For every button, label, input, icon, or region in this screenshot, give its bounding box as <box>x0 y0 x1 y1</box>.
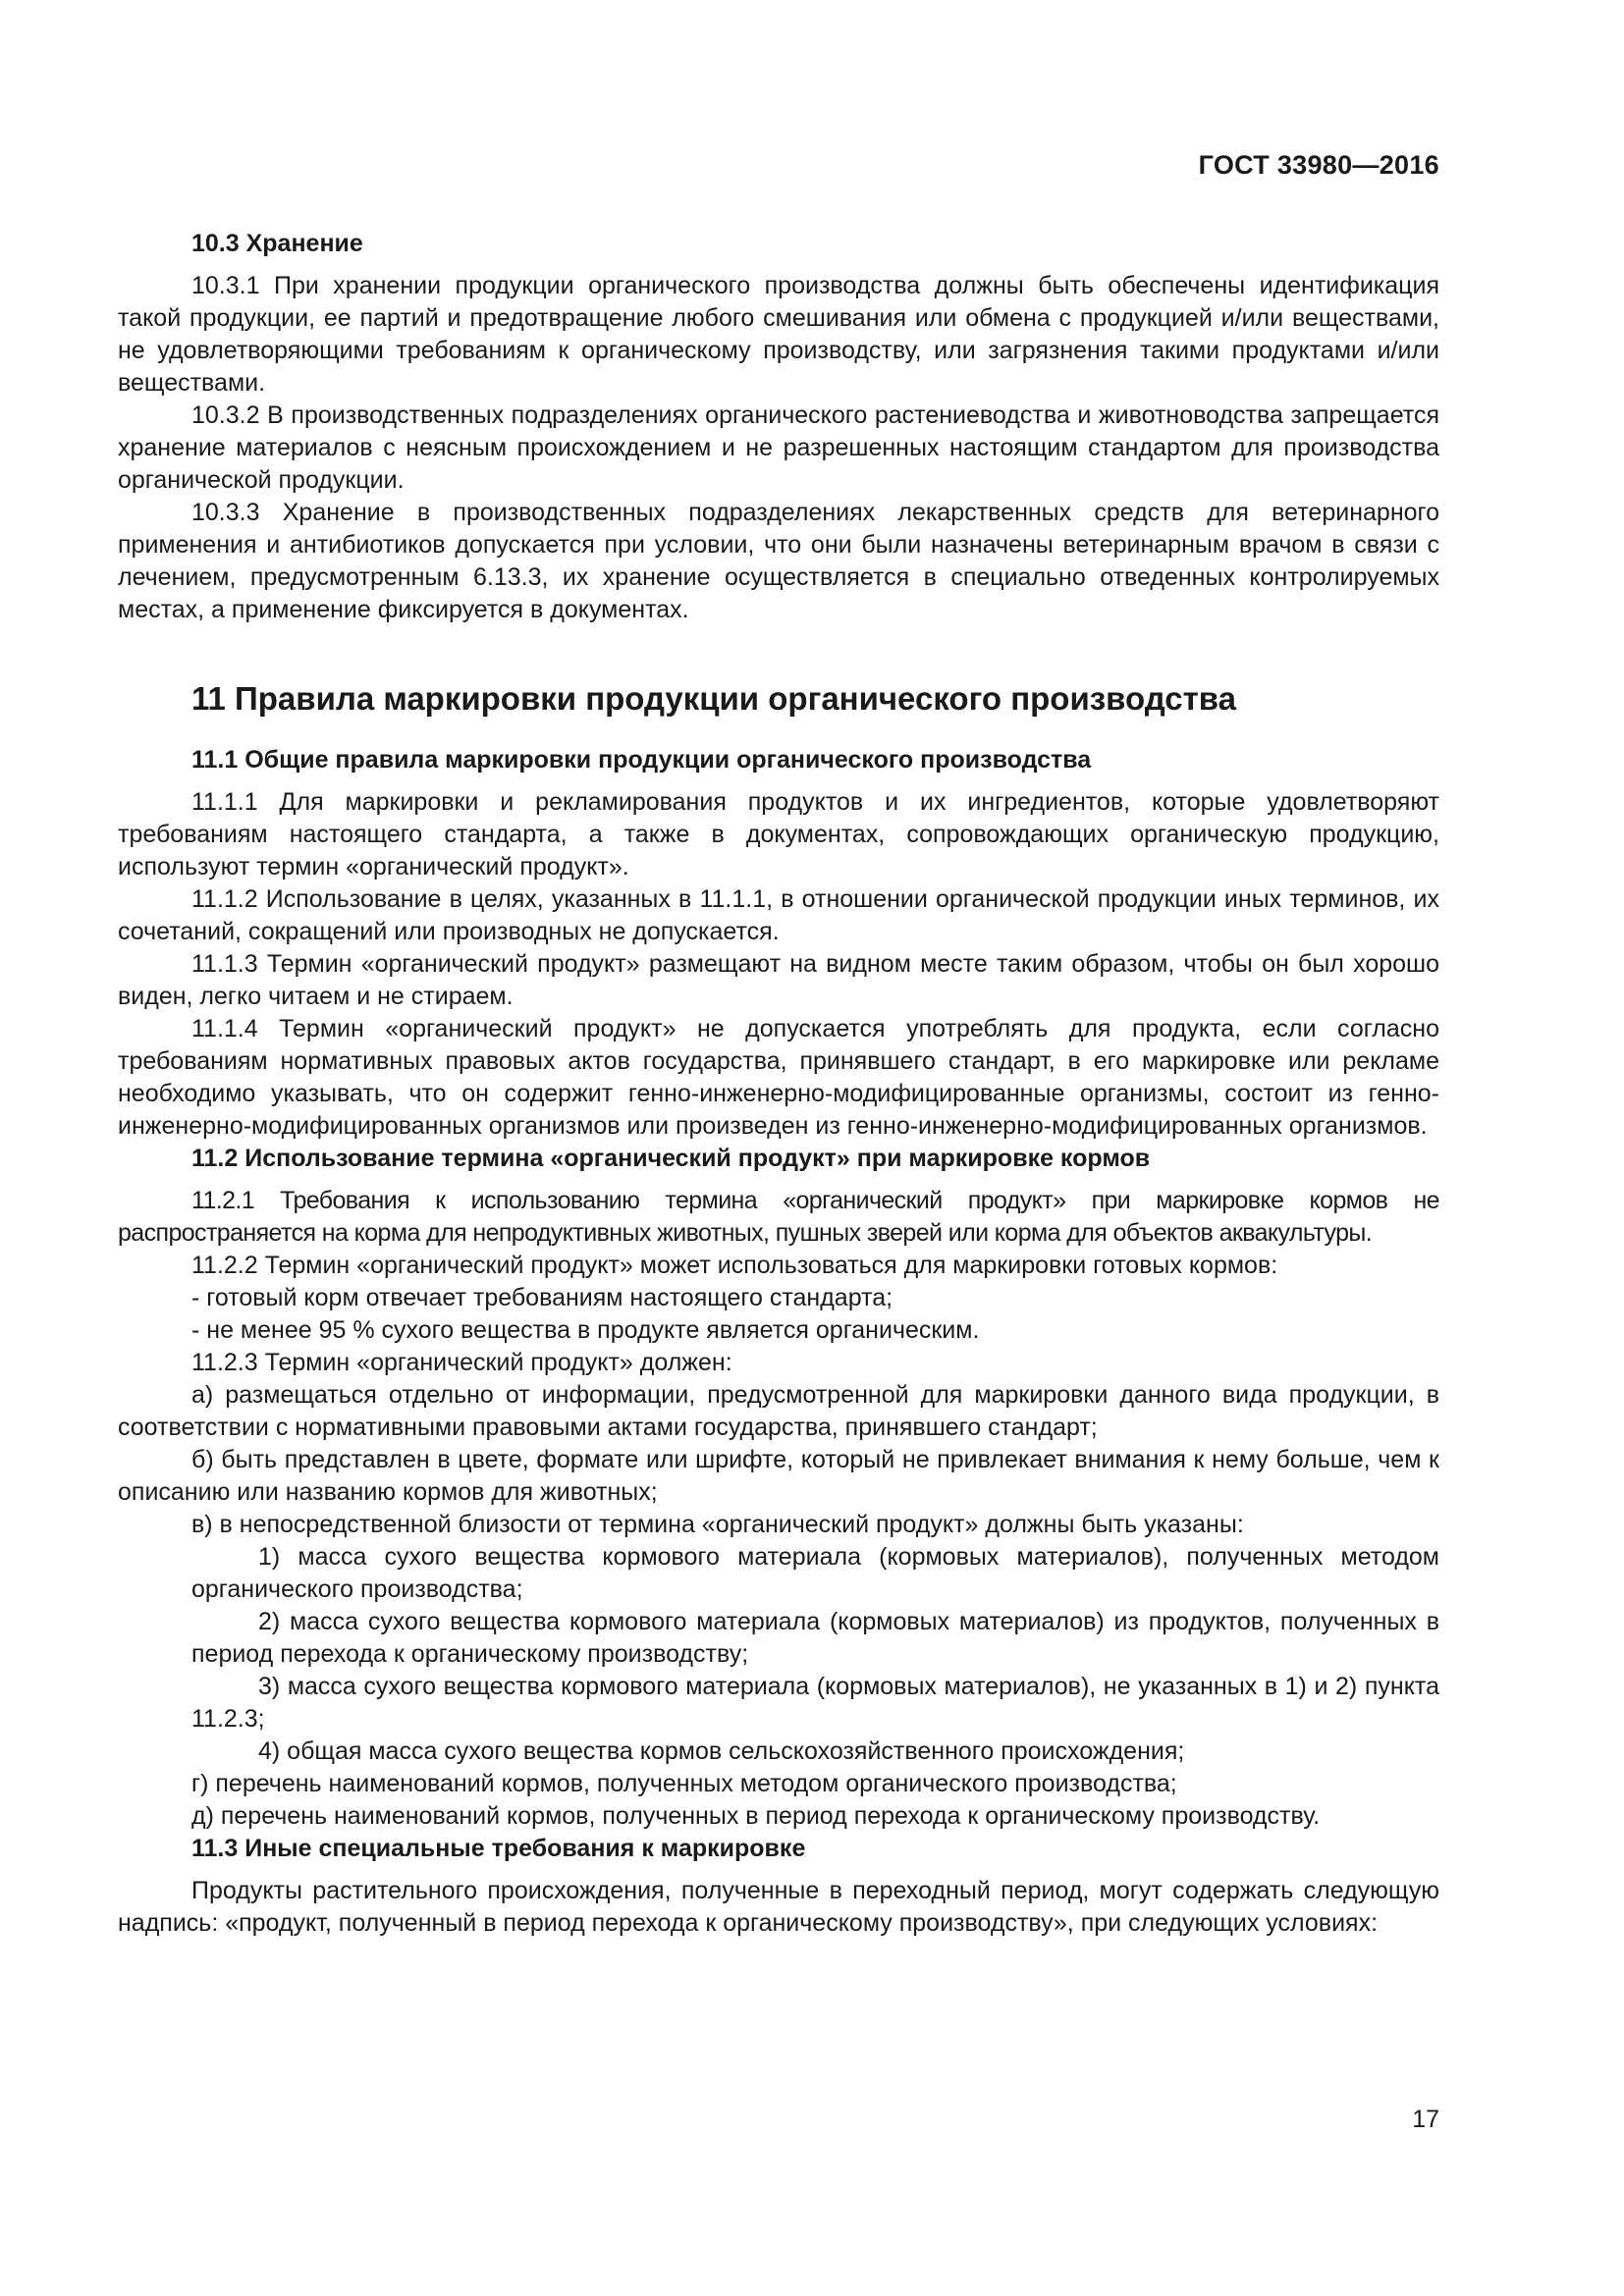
list-item-v-2: 2) масса сухого вещества кормового материала (кормовых материалов) из продуктов, полученных в период перехода к органическому производству; <box>191 1608 1439 1668</box>
bullet-11-2-2-2: - не менее 95 % сухого вещества в продукте является органическим. <box>191 1316 980 1344</box>
list-item-g: г) перечень наименований кормов, полученных методом органического производства; <box>191 1770 1177 1797</box>
heading-10-3: 10.3 Хранение <box>191 230 363 257</box>
list-item-v-1: 1) масса сухого вещества кормового материала (кормовых материалов), полученных методом органического производства; <box>191 1543 1439 1603</box>
document-id: ГОСТ 33980—2016 <box>1198 150 1439 180</box>
list-item-d: д) перечень наименований кормов, полученных в период перехода к органическому производству. <box>191 1802 1321 1830</box>
heading-11-1: 11.1 Общие правила маркировки продукции органического производства <box>191 746 1092 774</box>
heading-11-2: 11.2 Использование термина «органический продукт» при маркировке кормов <box>191 1145 1151 1172</box>
list-item-b: б) быть представлен в цвете, формате или шрифте, который не привлекает внимания к нему больше, чем к описанию или названию кормов для животных; <box>118 1446 1439 1506</box>
list-item-v: в) в непосредственной близости от термина «органический продукт» должны быть указаны: <box>191 1511 1244 1538</box>
list-item-v-4: 4) общая масса сухого вещества кормов сельскохозяйственного происхождения; <box>258 1737 1185 1765</box>
para-11-2-2: 11.2.2 Термин «органический продукт» может использоваться для маркировки готовых кормов: <box>191 1252 1278 1279</box>
para-11-2-3: 11.2.3 Термин «органический продукт» должен: <box>191 1349 732 1376</box>
para-11-2-1: 11.2.1 Требования к использованию термина «органический продукт» при маркировке кормов не распространяется на корма для непродуктивных животных, пушных зверей или корма для объектов аквакультуры. <box>118 1187 1439 1247</box>
para-10-3-1: 10.3.1 При хранении продукции органического производства должны быть обеспечены идентификация такой продукции, ее партий и предотвращение любого смешивания или обмена с продукцией и/или веществами, не удовлетворяющими требованиям к органическому производству, или загрязнения такими продуктами и/или веществами. <box>118 272 1439 397</box>
para-11-1-1: 11.1.1 Для маркировки и рекламирования продуктов и их ингредиентов, которые удовлетворяют требованиям настоящего стандарта, а также в документах, сопровождающих органическую продукцию, используют термин «органический продукт». <box>118 788 1439 881</box>
para-11-1-3: 11.1.3 Термин «органический продукт» размещают на видном месте таким образом, чтобы он был хорошо виден, легко читаем и не стираем. <box>118 950 1439 1010</box>
para-10-3-2: 10.3.2 В производственных подразделениях органического растениеводства и животноводства запрещается хранение материалов с неясным происхождением и не разрешенных настоящим стандартом для производства органической продукции. <box>118 401 1439 494</box>
list-item-v-3: 3) масса сухого вещества кормового материала (кормовых материалов), не указанных в 1) и 2) пункта 11.2.3; <box>191 1673 1439 1733</box>
para-11-1-2: 11.1.2 Использование в целях, указанных в 11.1.1, в отношении органической продукции иных терминов, их сочетаний, сокращений или производных не допускается. <box>118 885 1439 945</box>
heading-11: 11 Правила маркировки продукции органического производства <box>191 680 1236 717</box>
page-number: 17 <box>1412 2106 1439 2133</box>
bullet-11-2-2-1: - готовый корм отвечает требованиям настоящего стандарта; <box>191 1284 893 1311</box>
list-item-a: а) размещаться отдельно от информации, предусмотренной для маркировки данного вида продукции, в соответствии с нормативными правовыми актами государства, принявшего стандарт; <box>118 1381 1439 1441</box>
heading-11-3: 11.3 Иные специальные требования к маркировке <box>191 1835 806 1862</box>
para-11-3-1: Продукты растительного происхождения, полученные в переходный период, могут содержать следующую надпись: «продукт, полученный в период перехода к органическому производству», при следующих условиях: <box>118 1877 1439 1937</box>
para-11-1-4: 11.1.4 Термин «органический продукт» не допускается употреблять для продукта, если согласно требованиям нормативных правовых актов государства, принявшего стандарт, в его маркировке или рекламе необходимо указывать, что он содержит генно-инженерно-модифицированные организмы, состоит из генно-инженерно-модифицированных организмов или произведен из генно-инженерно-модифицированных организмов. <box>118 1015 1439 1140</box>
para-10-3-3: 10.3.3 Хранение в производственных подразделениях лекарственных средств для ветеринарного применения и антибиотиков допускается при условии, что они были назначены ветеринарным врачом в связи с лечением, предусмотренным 6.13.3, их хранение осуществляется в специально отведенных контролируемых местах, а применение фиксируется в документах. <box>118 499 1439 623</box>
page-content <box>118 228 1439 1940</box>
